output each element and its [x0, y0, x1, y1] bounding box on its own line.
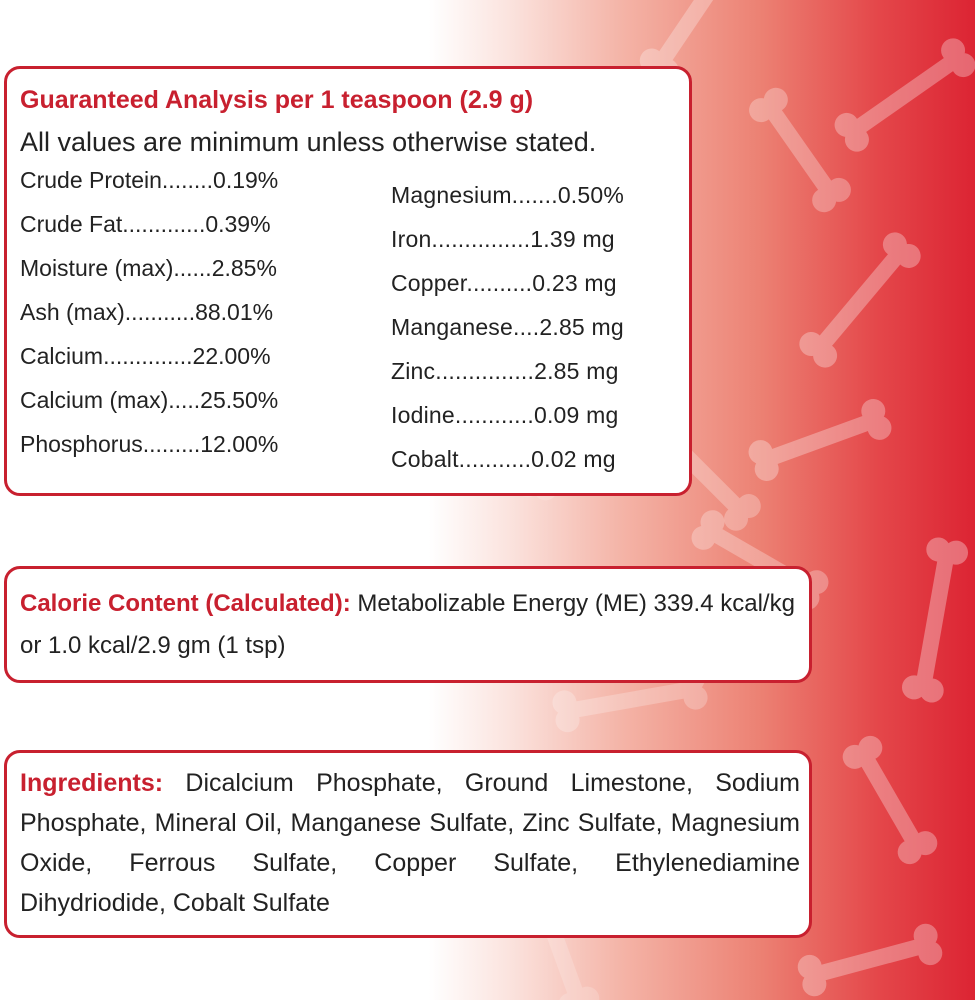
analysis-item-moisture: Moisture (max)......2.85%: [20, 255, 277, 281]
ingredients-panel: [4, 750, 812, 938]
ingredients-list: Dicalcium Phosphate, Ground Limestone, Sodium Phosphate, Mineral Oil, Manganese Sulfate, Zinc Sulfate, Magnesium Oxide, Ferrous Sulfate, Copper Sulfate, Ethylenediamine Dihydriodide, Cobalt Sulfate: [20, 769, 800, 917]
analysis-item-copper: Copper..........0.23 mg: [391, 270, 617, 296]
dog-bone-icon: [900, 536, 970, 705]
dog-bone-icon: [744, 83, 855, 217]
guaranteed-analysis-heading: Guaranteed Analysis per 1 teaspoon (2.9 g): [20, 86, 534, 114]
analysis-item-iron: Iron...............1.39 mg: [391, 226, 615, 252]
analysis-item-crude-fat: Crude Fat.............0.39%: [20, 211, 271, 237]
ingredients-text: [20, 763, 800, 923]
dog-bone-icon: [830, 34, 975, 157]
calorie-content-panel: [4, 566, 812, 683]
analysis-item-crude-protein: Crude Protein........0.19%: [20, 167, 279, 193]
dog-bone-icon: [745, 396, 895, 485]
analysis-right-column: [391, 173, 624, 481]
analysis-item-calcium-max: Calcium (max).....25.50%: [20, 387, 279, 413]
calorie-content-label: Calorie Content (Calculated):: [20, 590, 351, 617]
analysis-item-ash: Ash (max)...........88.01%: [20, 299, 274, 325]
dog-bone-icon: [838, 731, 941, 868]
analysis-left-column: [20, 158, 278, 466]
analysis-note: All values are minimum unless otherwise stated.: [20, 127, 597, 157]
guaranteed-analysis-panel: [4, 66, 692, 496]
analysis-item-zinc: Zinc...............2.85 mg: [391, 358, 619, 384]
ingredients-label: Ingredients:: [20, 769, 164, 797]
analysis-item-cobalt: Cobalt...........0.02 mg: [391, 446, 616, 472]
analysis-item-manganese: Manganese....2.85 mg: [391, 314, 624, 340]
dog-bone-icon: [794, 228, 925, 373]
calorie-content-value: Metabolizable Energy (ME) 339.4 kcal/kg or 1.0 kcal/2.9 gm (1 tsp): [20, 590, 795, 659]
analysis-item-magnesium: Magnesium.......0.50%: [391, 182, 625, 208]
analysis-item-calcium: Calcium..............22.00%: [20, 343, 271, 369]
analysis-item-phosphorus: Phosphorus.........12.00%: [20, 431, 279, 457]
calorie-content-text: [20, 583, 800, 667]
analysis-item-iodine: Iodine............0.09 mg: [391, 402, 619, 428]
dog-bone-icon: [795, 921, 945, 999]
